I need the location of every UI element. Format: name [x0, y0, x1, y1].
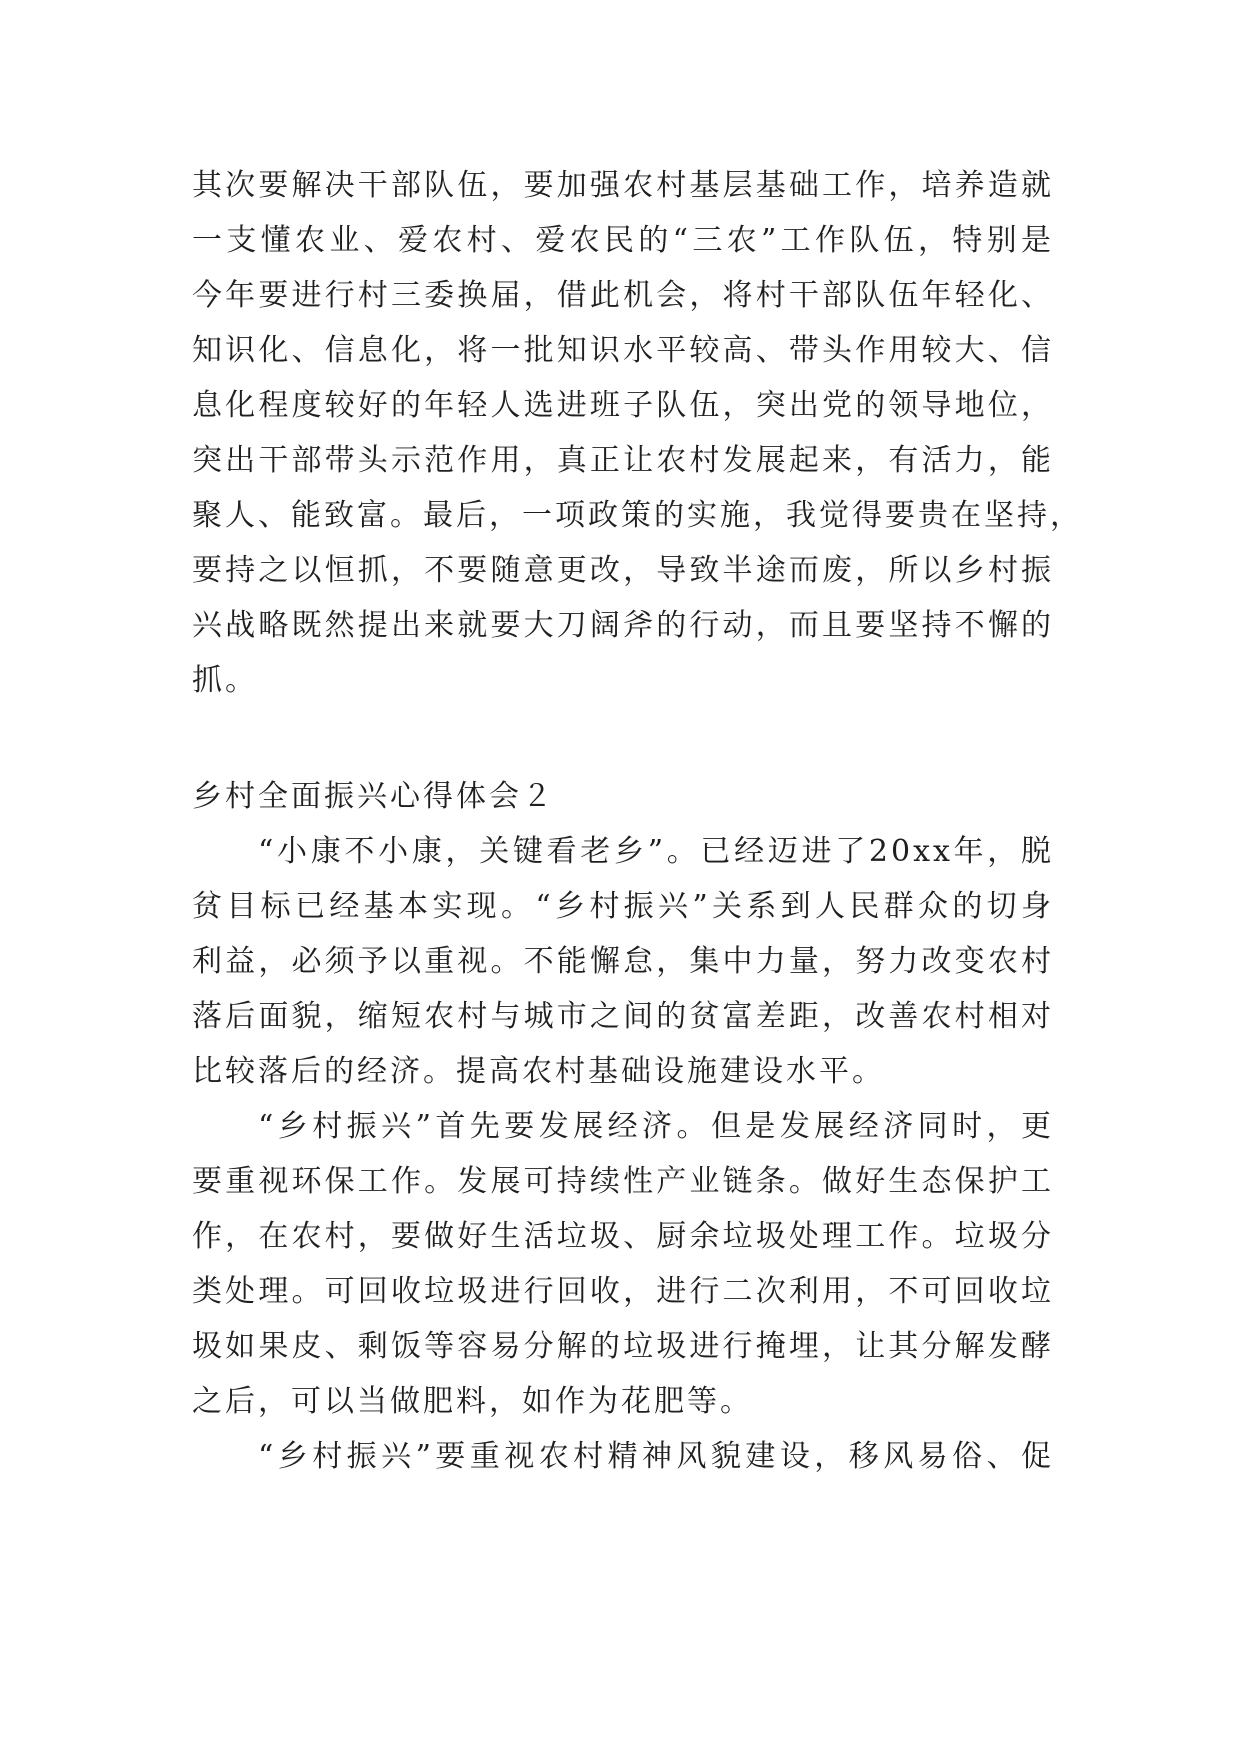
paragraph-3	[192, 1429, 1054, 1484]
text-line: 息化程度较好的年轻人选进班子队伍，突出党的领导地位，	[192, 388, 1054, 423]
text-line: 突出干部带头示范作用，真正让农村发展起来，有活力，能	[192, 443, 1054, 478]
section-heading: 乡村全面振兴心得体会２	[192, 779, 555, 814]
text-line: 作，在农村，要做好生活垃圾、厨余垃圾处理工作。垃圾分	[192, 1219, 1054, 1254]
text-line: 利益，必须予以重视。不能懈怠，集中力量，努力改变农村	[192, 944, 1054, 979]
text-line: 今年要进行村三委换届，借此机会，将村干部队伍年轻化、	[192, 278, 1054, 313]
text-line: 落后面貌，缩短农村与城市之间的贫富差距，改善农村相对	[192, 999, 1054, 1034]
text-line: 比较落后的经济。提高农村基础设施建设水平。	[192, 1054, 885, 1089]
text-line: “小康不小康，关键看老乡”。已经迈进了20xx年，脱	[258, 834, 1054, 869]
text-line: 抓。	[192, 663, 258, 698]
text-line: 要持之以恒抓，不要随意更改，导致半途而废，所以乡村振	[192, 553, 1054, 588]
text-line: 一支懂农业、爱农村、爱农民的“三农”工作队伍，特别是	[192, 223, 1054, 258]
text-line: “乡村振兴”要重视农村精神风貌建设，移风易俗、促	[258, 1439, 1054, 1474]
text-line: “乡村振兴”首先要发展经济。但是发展经济同时，更	[258, 1109, 1054, 1144]
text-line: 贫目标已经基本实现。“乡村振兴”关系到人民群众的切身	[192, 889, 1054, 924]
text-line: 聚人、能致富。最后，一项政策的实施，我觉得要贵在坚持，	[192, 498, 1083, 533]
text-line: 其次要解决干部队伍，要加强农村基层基础工作，培养造就	[192, 168, 1054, 203]
text-line: 兴战略既然提出来就要大刀阔斧的行动，而且要坚持不懈的	[192, 608, 1054, 643]
text-line: 知识化、信息化，将一批知识水平较高、带头作用较大、信	[192, 333, 1054, 368]
paragraph-continuation	[192, 158, 1083, 708]
text-line: 类处理。可回收垃圾进行回收，进行二次利用，不可回收垃	[192, 1274, 1054, 1309]
text-line: 圾如果皮、剩饭等容易分解的垃圾进行掩埋，让其分解发酵	[192, 1329, 1054, 1364]
text-line: 之后，可以当做肥料，如作为花肥等。	[192, 1384, 753, 1419]
paragraph-1	[192, 824, 1054, 1099]
section-spacer	[192, 708, 1054, 769]
document-body	[192, 158, 1083, 1484]
paragraph-2	[192, 1099, 1054, 1429]
text-line: 要重视环保工作。发展可持续性产业链条。做好生态保护工	[192, 1164, 1054, 1199]
